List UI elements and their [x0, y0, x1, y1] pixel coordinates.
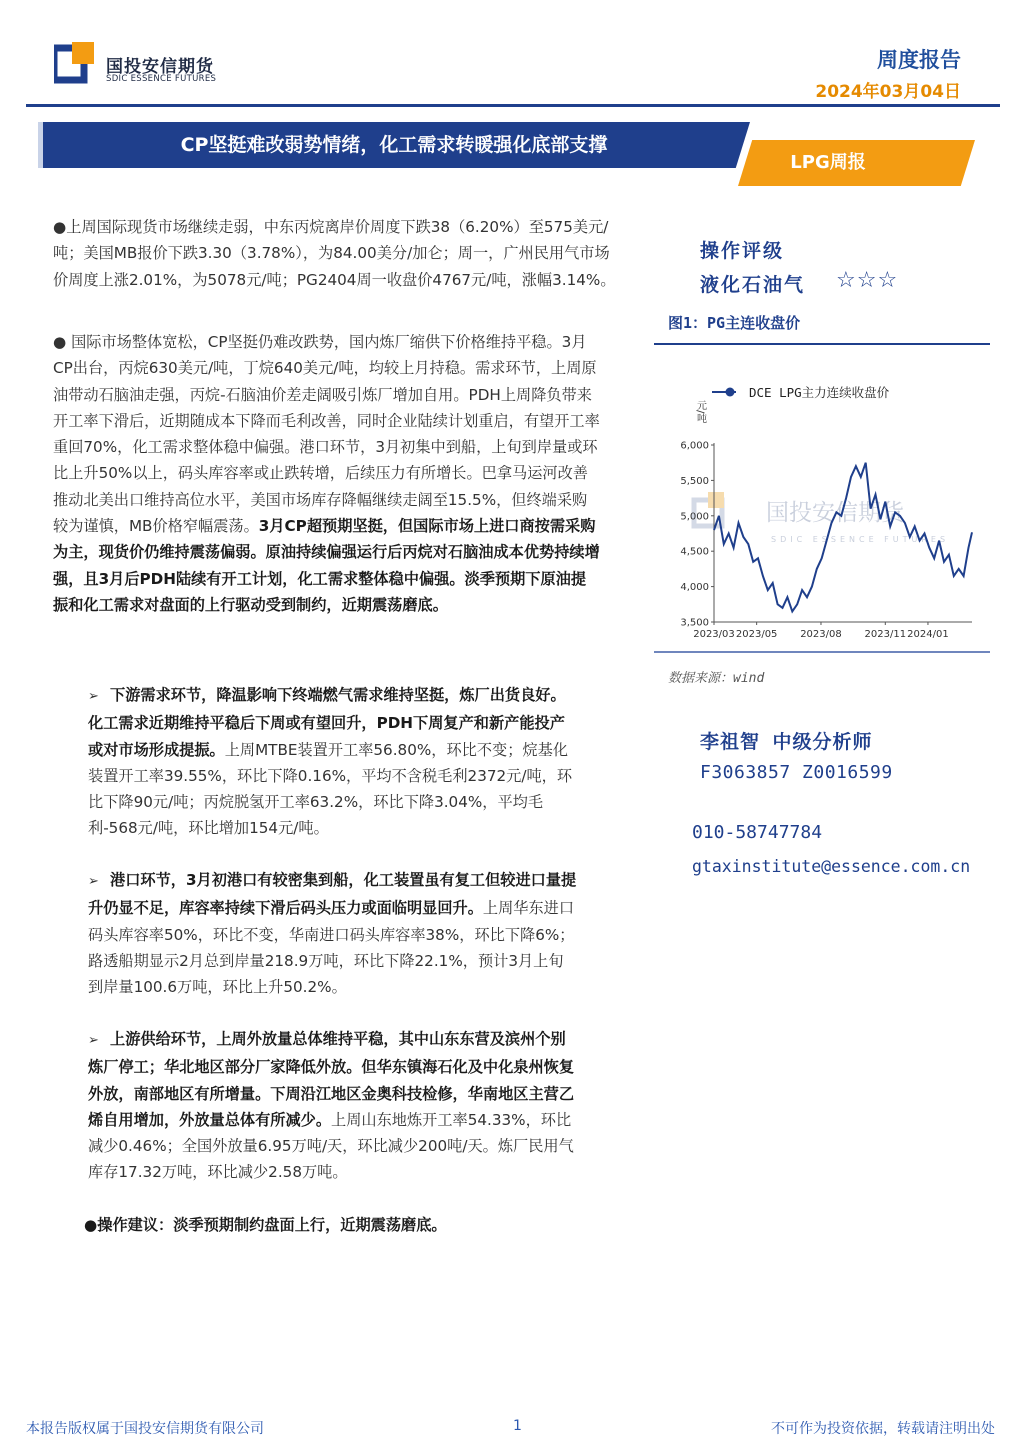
chart-legend — [712, 385, 890, 400]
figure-title: 图1：PG主连收盘价 — [668, 314, 801, 332]
y-tick-label: 6,000 — [680, 440, 709, 452]
report-tag: LPG周报 — [790, 152, 866, 173]
figure-source: 数据来源：wind — [668, 671, 765, 686]
y-axis-unit: 元/吨 — [694, 400, 706, 424]
report-date: 2024年03月04日 — [815, 82, 961, 102]
rating-label: 操作评级 — [700, 240, 785, 262]
footer-copyright: 本报告版权属于国投安信期货有限公司 — [26, 1421, 264, 1437]
y-tick-label: 5,500 — [680, 475, 709, 487]
market-analysis-conclusion: 3月CP超预期坚挺，但国际市场上进口商按需采购为主，现货价仍维持震荡偏弱。原油持续偏强运行后丙烷对石脑油成本优势持续增强，且3月后PDH陆续有开工计划，化工需求整体稳中偏强。淡季预期下原油提振和化工需求对盘面的上行驱动受到制约，近期震荡磨底。 — [53, 517, 600, 614]
downstream-demand-detail: 上周MTBE装置开工率56.80%，环比不变；烷基化装置开工率39.55%，环比下降0.16%，平均不含税毛利2372元/吨，环比下降90元/吨；丙烷脱氢开工率63.2%，环比下降3.04%，平均毛利-568元/吨，环比增加154元/吨。 — [88, 740, 573, 838]
y-tick-label: 3,500 — [680, 617, 709, 629]
page-number: 1 — [513, 1418, 522, 1434]
arrow-bullet-icon: ➢ — [88, 874, 99, 889]
y-tick-label: 5,000 — [680, 511, 709, 523]
x-tick-label: 2023/05 — [735, 629, 778, 640]
downstream-demand-item — [88, 682, 578, 842]
company-name-en: SDIC ESSENCE FUTURES — [106, 74, 217, 84]
port-item — [88, 867, 578, 1000]
legend-label: DCE LPG主力连续收盘价 — [749, 385, 890, 400]
downstream-demand-heading: 下游需求环节，降温影响下终端燃气需求维持坚挺，炼厂出货良好。化工需求近期维持平稳后下周或有望回升，PDH下周复产和新产能投产或对市场形成提振。 — [88, 686, 566, 759]
figure-top-rule — [654, 343, 990, 345]
upstream-supply-detail: 上周山东地炼开工率54.33%，环比减少0.46%；全国外放量6.95万吨/天，环比减少200吨/天。炼厂民用气库存17.32万吨，环比减少2.58万吨。 — [88, 1110, 574, 1182]
arrow-bullet-icon: ➢ — [88, 1033, 99, 1048]
header-divider — [26, 104, 1000, 107]
market-summary-paragraph: ●上周国际现货市场继续走弱，中东丙烷离岸价周度下跌38（6.20%）至575美元/吨；美国MB报价下跌3.30（3.78%），为84.00美分/加仑；周一，广州民用气市场价周度上涨2.01%，为5078元/吨；PG2404周一收盘价4767元/吨，涨幅3.14%。 — [53, 218, 616, 289]
analyst-name: 李祖智 中级分析师 — [700, 731, 873, 753]
rating-product: 液化石油气 — [700, 274, 806, 296]
x-tick-label: 2023/03 — [693, 629, 735, 640]
arrow-bullet-icon: ➢ — [88, 689, 99, 704]
y-ticks — [680, 441, 714, 629]
company-logo-icon — [54, 42, 100, 84]
port-heading: 港口环节，3月初港口有较密集到船，化工装置虽有复工但较进口量提升仍显不足，库容率持续下滑后码头压力或面临明显回升。 — [88, 871, 577, 918]
chart-axes — [714, 443, 972, 622]
watermark-cn: 国投安信期货 — [766, 500, 904, 526]
figure-bottom-rule — [654, 651, 990, 653]
port-detail: 上周华东进口码头库容率50%，环比不变，华南进口码头库容率38%，环比下降6%；路透船期显示2月总到岸量218.9万吨，环比下降22.1%，预计3月上旬到岸量100.6万吨，环比上升50.2%。 — [88, 899, 575, 997]
upstream-supply-heading: 上游供给环节，上周外放量总体维持平稳，其中山东东营及滨州个别炼厂停工；华北地区部分厂家降低外放。但华东镇海石化及中化泉州恢复外放，南部地区有所增量。下周沿江地区金奥科技检修，华南地区主营乙烯自用增加，外放量总体有所减少。 — [88, 1030, 574, 1129]
footer-disclaimer: 不可作为投资依据，转载请注明出处 — [771, 1421, 995, 1437]
market-analysis-paragraph — [53, 329, 601, 618]
market-analysis-text: ● 国际市场整体宽松，CP坚挺仍难改跌势，国内炼厂缩供下价格维持平稳。3月CP出台，丙烷630美元/吨，丁烷640美元/吨，均较上月持稳。需求环节，上周原油带动石脑油走强，丙烷-石脑油价差走阔吸引炼厂增加自用。PDH上周降负带来开工率下滑后，近期随成本下降而毛利改善，同时企业陆续计划重启，有望开工率重回70%，化工需求整体稳中偏强。港口环节，3月初集中到船，上旬到岸量或环比上升50%以上，码头库容率或止跌转增，后续压力有所增长。巴拿马运河改善推动北美出口维持高位水平，美国市场库存降幅继续走阔至15.5%，但终端采购较为谨慎，MB价格窄幅震荡。 — [53, 333, 600, 536]
watermark-en: SDIC ESSENCE FUTURES — [771, 535, 950, 544]
contact-phone: 010-58747784 — [692, 822, 823, 843]
x-tick-label: 2023/11 — [864, 629, 907, 640]
x-tick-label: 2024/01 — [907, 629, 949, 640]
price-line-chart — [654, 372, 990, 648]
operation-advice-text: ●操作建议：淡季预期制约盘面上行，近期震荡磨底。 — [84, 1216, 447, 1234]
contact-email[interactable]: gtaxinstitute@essence.com.cn — [692, 857, 971, 876]
analyst-license: F3063857 Z0016599 — [700, 762, 893, 783]
company-name-cn: 国投安信期货 — [106, 57, 214, 77]
y-tick-label: 4,000 — [680, 582, 709, 594]
upstream-supply-item — [88, 1026, 578, 1186]
legend-marker — [726, 388, 735, 397]
operation-advice — [84, 1212, 604, 1238]
x-ticks — [693, 622, 948, 640]
x-tick-label: 2023/08 — [800, 629, 842, 640]
report-title: CP坚挺难改弱势情绪，化工需求转暖强化底部支撑 — [180, 134, 608, 156]
rating-stars-icon: ☆☆☆ — [836, 268, 899, 293]
document-type: 周度报告 — [877, 48, 961, 72]
y-tick-label: 4,500 — [680, 546, 709, 558]
